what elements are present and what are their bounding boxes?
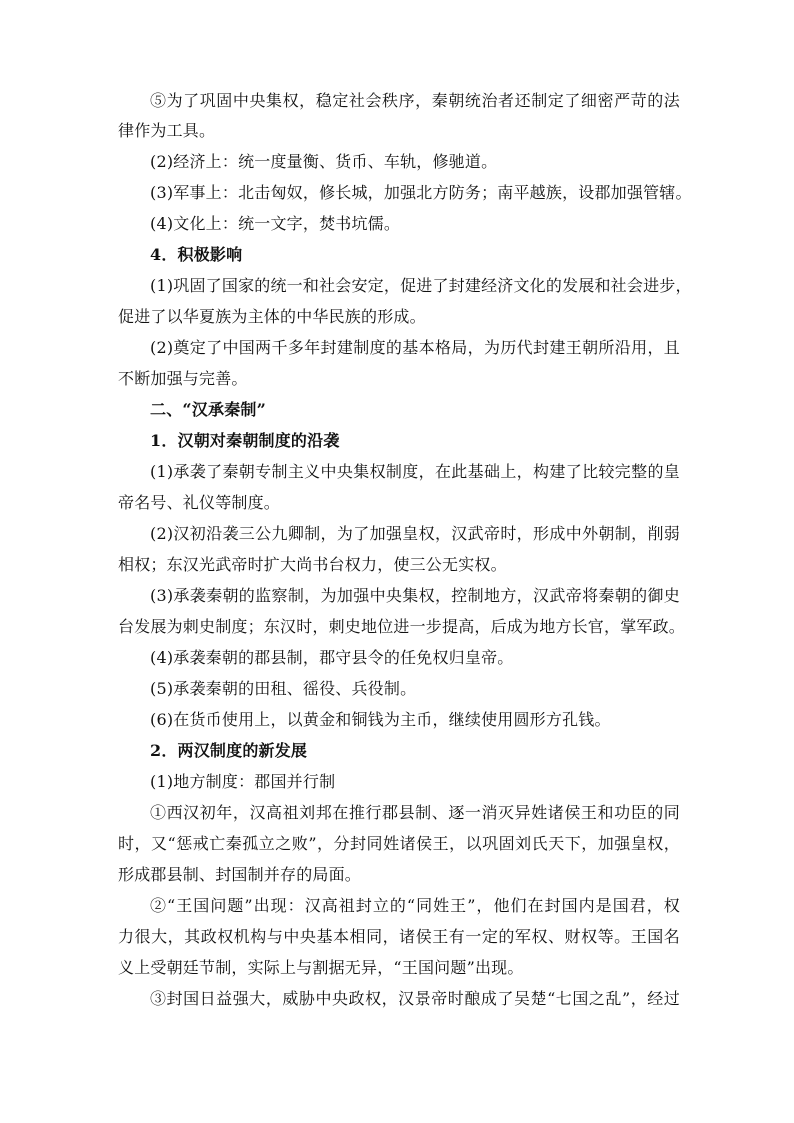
- paragraph-line: 不断加强与完善。: [118, 369, 248, 388]
- paragraph-line: (6)在货币使用上，以黄金和铜钱为主币，继续使用圆形方孔钱。: [150, 710, 611, 729]
- paragraph-line: 律作为工具。: [118, 121, 216, 140]
- paragraph-line: (3)军事上：北击匈奴，修长城，加强北方防务；南平越族，设郡加强管辖。: [150, 183, 692, 202]
- paragraph-line: (5)承袭秦朝的田租、徭役、兵役制。: [150, 679, 417, 698]
- paragraph-line: 相权；东汉光武帝时扩大尚书台权力，使三公无实权。: [118, 555, 507, 574]
- paragraph-line: 帝名号、礼仪等制度。: [118, 493, 281, 512]
- paragraph-line: (1)巩固了国家的统一和社会安定，促进了封建经济文化的发展和社会进步，: [150, 276, 692, 295]
- section-heading: 4．积极影响: [150, 245, 243, 264]
- paragraph-line: ③封国日益强大，威胁中央政权，汉景帝时酿成了吴楚“七国之乱”，经过: [150, 989, 680, 1008]
- paragraph-line: (1)承袭了秦朝专制主义中央集权制度，在此基础上，构建了比较完整的皇: [150, 462, 680, 481]
- paragraph-line: 力很大，其政权机构与中央基本相同，诸侯王有一定的军权、财权等。王国名: [118, 927, 680, 946]
- paragraph-line: (4)文化上：统一文字，焚书坑儒。: [150, 214, 401, 233]
- section-heading: 2．两汉制度的新发展: [150, 741, 308, 760]
- paragraph-line: (4)承袭秦朝的郡县制，郡守县令的任免权归皇帝。: [150, 648, 514, 667]
- paragraph-line: (3)承袭秦朝的监察制，为加强中央集权，控制地方，汉武帝将秦朝的御史: [150, 586, 680, 605]
- paragraph-line: 时，又“惩戒亡秦孤立之败”，分封同姓诸侯王，以巩固刘氏天下，加强皇权，: [118, 834, 680, 853]
- paragraph-line: (2)奠定了中国两千多年封建制度的基本格局，为历代封建王朝所沿用，且: [150, 338, 680, 357]
- paragraph-line: 促进了以华夏族为主体的中华民族的形成。: [118, 307, 426, 326]
- paragraph-line: ②“王国问题”出现：汉高祖封立的“同姓王”，他们在封国内是国君，权: [150, 896, 680, 915]
- chapter-heading: 二、“汉承秦制”: [150, 400, 267, 419]
- paragraph-line: (1)地方制度：郡国并行制: [150, 772, 336, 791]
- paragraph-line: ①西汉初年，汉高祖刘邦在推行郡县制、逐一消灭异姓诸侯王和功臣的同: [150, 803, 680, 822]
- paragraph-line: 台发展为刺史制度；东汉时，刺史地位进一步提高，后成为地方长官，掌军政。: [118, 617, 686, 636]
- paragraph-line: 形成郡县制、封国制并存的局面。: [118, 865, 362, 884]
- paragraph-line: ⑤为了巩固中央集权，稳定社会秩序，秦朝统治者还制定了细密严苛的法: [150, 91, 680, 110]
- section-heading: 1．汉朝对秦朝制度的沿袭: [150, 431, 340, 450]
- paragraph-line: (2)经济上：统一度量衡、货币、车轨，修驰道。: [150, 152, 498, 171]
- paragraph-line: 义上受朝廷节制，实际上与割据无异，“王国问题”出现。: [118, 958, 524, 977]
- paragraph-line: (2)汉初沿袭三公九卿制，为了加强皇权，汉武帝时，形成中外朝制，削弱: [150, 524, 680, 543]
